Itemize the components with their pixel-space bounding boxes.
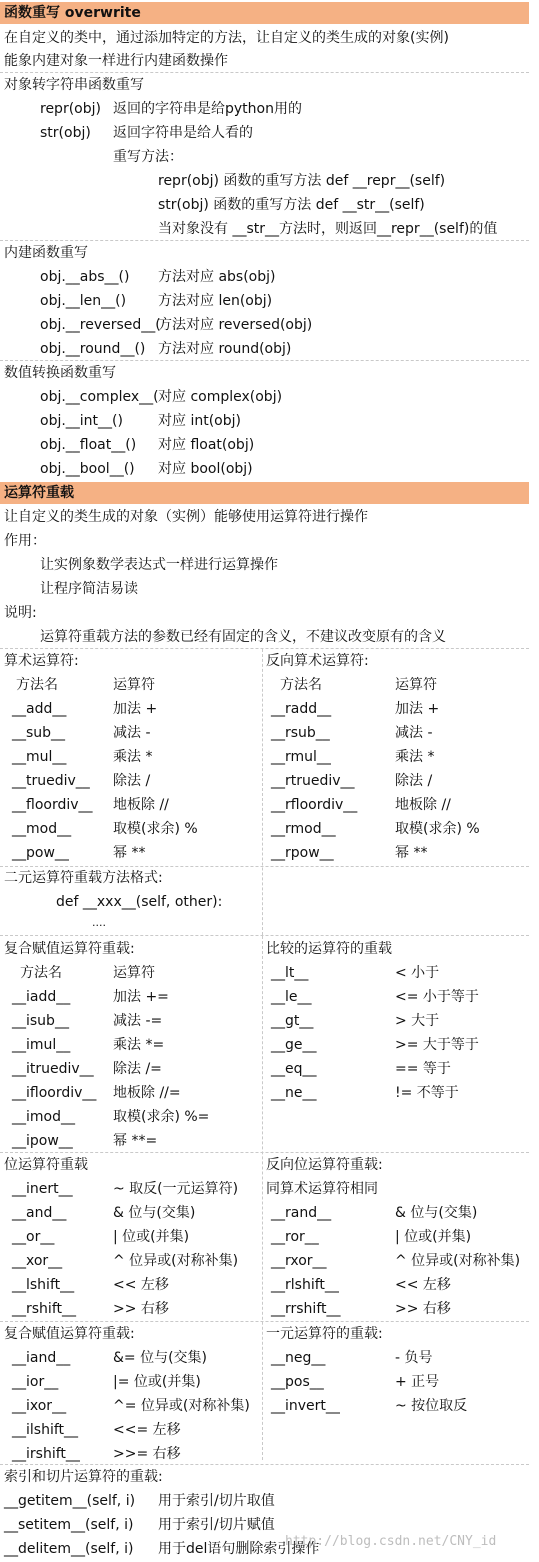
method-name: obj.__bool__() [40,461,135,477]
operator: 幂 ** [395,845,428,861]
operator: 乘法 *= [113,1037,165,1053]
method-name: obj.__float__() [40,437,137,453]
rarith-col-op: 运算符 [395,677,437,693]
sec2-intro: 让自定义的类生成的对象（实例）能够使用运算符进行操作 [4,509,368,525]
arith-heading: 算术运算符: [4,653,79,669]
method-name: __eq__ [271,1061,317,1077]
method-name: obj.__complex__( [40,389,159,405]
method-desc: 方法对应 abs(obj) [158,269,276,285]
method-name: __rfloordiv__ [271,797,358,813]
operator: < 小于 [395,965,440,981]
operator: << 左移 [113,1277,169,1293]
note-label: 说明: [4,605,37,621]
operator: 取模(求余) % [113,821,198,837]
bitwise-heading: 位运算符重载 [4,1157,88,1173]
method-name: __getitem__(self, i) [4,1493,136,1509]
method-desc: 方法对应 reversed(obj) [158,317,313,333]
method-name: obj.__round__() [40,341,146,357]
note-line-1: 运算符重载方法的参数已经有固定的含义，不建议改变原有的含义 [40,629,446,645]
repr-name: repr(obj) [40,101,101,117]
column-divider [262,936,263,1460]
operator: > 大于 [395,1013,440,1029]
method-name: __sub__ [12,725,66,741]
str-desc: 返回字符串是给人看的 [113,125,253,141]
method-name: __le__ [271,989,312,1005]
intro-line-1: 在自定义的类中，通过添加特定的方法，让自定义的类生成的对象(实例) [4,30,449,46]
method-name: __radd__ [271,701,332,717]
method-name: __rlshift__ [271,1277,339,1293]
operator: 加法 + [395,701,440,717]
method-name: __mod__ [12,821,72,837]
operator: <= 小于等于 [395,989,479,1005]
method-name: __delitem__(self, i) [4,1541,134,1557]
method-name: __or__ [12,1229,55,1245]
divider [0,648,529,649]
method-name: __rshift__ [12,1301,76,1317]
method-desc: 方法对应 round(obj) [158,341,292,357]
operator: 减法 - [395,725,433,741]
method-name: __iand__ [12,1350,71,1366]
operator: ~ 取反(一元运算符) [113,1181,239,1197]
method-name: __rxor__ [271,1253,327,1269]
divider [0,72,529,73]
arith-col-op: 运算符 [113,677,155,693]
column-divider [262,649,263,935]
method-name: __rtruediv__ [271,773,355,789]
section-title-overwrite: 函数重写 overwrite [0,2,529,24]
method-desc: 对应 bool(obj) [158,461,253,477]
operator: 幂 ** [113,845,146,861]
operator: ^ 位异或(对称补集) [113,1253,239,1269]
method-name: __add__ [12,701,67,717]
method-name: __ne__ [271,1085,317,1101]
divider [0,1464,529,1465]
compound-col-op: 运算符 [113,965,155,981]
operator: << 左移 [395,1277,451,1293]
method-name: __ipow__ [12,1133,73,1149]
compound-col-method: 方法名 [20,965,62,981]
operator: 取模(求余) %= [113,1109,210,1125]
operator: >> 右移 [395,1301,451,1317]
binary-heading: 二元运算符重载方法格式: [4,870,163,886]
rarith-col-method: 方法名 [280,677,322,693]
operator: - 负号 [395,1350,433,1366]
compound-heading: 复合赋值运算符重载: [4,941,135,957]
method-name: __pow__ [12,845,69,861]
operator: ~ 按位取反 [395,1398,468,1414]
rbitwise-subheading: 同算术运算符相同 [266,1181,378,1197]
method-name: __ixor__ [12,1398,67,1414]
method-name: __ior__ [12,1374,59,1390]
method-desc: 对应 int(obj) [158,413,241,429]
operator: | 位或(并集) [395,1229,472,1245]
operator: |= 位或(并集) [113,1374,201,1390]
unary-heading: 一元运算符的重载: [266,1326,383,1342]
method-name: __truediv__ [12,773,90,789]
operator: 除法 / [113,773,151,789]
index-heading: 索引和切片运算符的重载: [4,1469,163,1485]
operator: ^= 位异或(对称补集) [113,1398,250,1414]
divider [0,360,529,361]
method-name: __rand__ [271,1205,332,1221]
str-name: str(obj) [40,125,91,141]
method-line-3: 当对象没有 __str__方法时，则返回__repr__(self)的值 [158,221,498,237]
section-title-operator-overload: 运算符重载 [0,482,529,504]
operator: != 不等于 [395,1085,459,1101]
method-name: __iadd__ [12,989,71,1005]
rbitwise-heading: 反向位运算符重载: [266,1157,383,1173]
operator: 地板除 //= [113,1085,181,1101]
operator: 地板除 // [395,797,451,813]
method-name: __imod__ [12,1109,75,1125]
operator: & 位与(交集) [395,1205,478,1221]
method-name: __rsub__ [271,725,330,741]
method-name: __rrshift__ [271,1301,341,1317]
method-name: __irshift__ [12,1446,80,1462]
binary-code: def __xxx__(self, other): [56,894,223,910]
operator: == 等于 [395,1061,451,1077]
binary-ellipsis: .... [92,916,106,929]
divider [0,1321,529,1322]
method-name: __ilshift__ [12,1422,79,1438]
method-line-1: repr(obj) 函数的重写方法 def __repr__(self) [158,173,446,189]
method-name: __and__ [12,1205,67,1221]
method-name: obj.__abs__() [40,269,130,285]
operator: 除法 /= [113,1061,162,1077]
operator: 加法 + [113,701,158,717]
method-name: __invert__ [271,1398,340,1414]
watermark: http://blog.csdn.net/CNY_id [285,1534,497,1549]
method-name: __rmod__ [271,821,336,837]
method-name: __gt__ [271,1013,314,1029]
operator: & 位与(交集) [113,1205,196,1221]
operator: 地板除 // [113,797,169,813]
operator: 减法 - [113,725,151,741]
method-name: __imul__ [12,1037,71,1053]
purpose-line-2: 让程序简洁易读 [40,581,138,597]
method-name: __lt__ [271,965,309,981]
divider [0,866,529,867]
operator: &= 位与(交集) [113,1350,208,1366]
divider [0,1152,529,1153]
compare-heading: 比较的运算符的重载 [266,941,392,957]
method-desc: 用于索引/切片赋值 [158,1517,275,1533]
operator: >> 右移 [113,1301,169,1317]
method-name: __xor__ [12,1253,63,1269]
method-name: __ge__ [271,1037,317,1053]
method-name: __isub__ [12,1013,69,1029]
operator: >= 大于等于 [395,1037,479,1053]
method-desc: 用于del语句删除索引操作 [158,1541,320,1557]
operator: 减法 -= [113,1013,163,1029]
method-name: __lshift__ [12,1277,75,1293]
method-name: __pos__ [271,1374,324,1390]
operator: | 位或(并集) [113,1229,190,1245]
method-desc: 对应 float(obj) [158,437,255,453]
method-name: __rpow__ [271,845,334,861]
arith-col-method: 方法名 [16,677,58,693]
method-name: obj.__reversed__( [40,317,161,333]
operator: ^ 位异或(对称补集) [395,1253,521,1269]
operator: 幂 **= [113,1133,158,1149]
intro-line-2: 能象内建对象一样进行内建函数操作 [4,53,228,69]
operator: 取模(求余) % [395,821,480,837]
method-name: __ror__ [271,1229,319,1245]
repr-desc: 返回的字符串是给python用的 [113,101,302,117]
purpose-line-1: 让实例象数学表达式一样进行运算操作 [40,557,278,573]
divider [0,240,529,241]
operator: + 正号 [395,1374,440,1390]
rarith-heading: 反向算术运算符: [266,653,369,669]
operator: 乘法 * [113,749,153,765]
method-line-2: str(obj) 函数的重写方法 def __str__(self) [158,197,425,213]
cbitwise-heading: 复合赋值运算符重载: [4,1326,135,1342]
method-desc: 方法对应 len(obj) [158,293,273,309]
method-name: __setitem__(self, i) [4,1517,134,1533]
method-name: __inert__ [12,1181,73,1197]
str-section-heading: 对象转字符串函数重写 [4,77,144,93]
builtin-heading: 内建函数重写 [4,245,88,261]
method-name: obj.__int__() [40,413,123,429]
operator: 加法 += [113,989,169,1005]
numeric-heading: 数值转换函数重写 [4,365,116,381]
method-name: __rmul__ [271,749,331,765]
method-name: obj.__len__() [40,293,127,309]
operator: <<= 左移 [113,1422,181,1438]
method-name: __itruediv__ [12,1061,94,1077]
operator: 乘法 * [395,749,435,765]
method-desc: 对应 complex(obj) [158,389,283,405]
method-name: __mul__ [12,749,67,765]
operator: 除法 / [395,773,433,789]
method-heading: 重写方法： [113,149,183,165]
method-desc: 用于索引/切片取值 [158,1493,275,1509]
purpose-label: 作用： [4,533,46,549]
method-name: __floordiv__ [12,797,93,813]
method-name: __ifloordiv__ [12,1085,97,1101]
operator: >>= 右移 [113,1446,181,1462]
divider [0,935,529,936]
method-name: __neg__ [271,1350,326,1366]
